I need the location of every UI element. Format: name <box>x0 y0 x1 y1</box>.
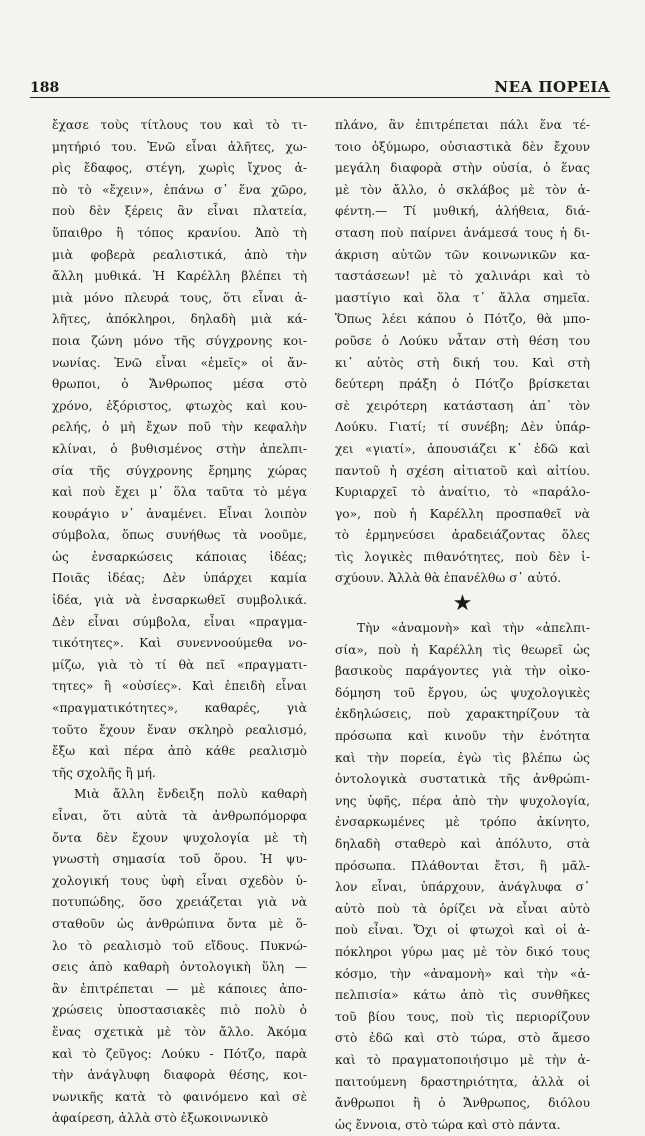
text-line: μιὰ φοβερὰ ρεαλιστικά, ἀπὸ τὴν <box>52 247 307 262</box>
text-line: μιὰ μόνο πλευρά τους, ὅτι εἶναι ἀ- <box>52 290 307 305</box>
text-line: λῆτες, ἀπόκληροι, δηλαδὴ μιὰ κά- <box>52 312 307 327</box>
text-line: κλίναι, ὁ βυθισμένος στὴν ἀπελπι- <box>52 441 307 456</box>
text-line: χρόνο, ἐξόριστος, φτωχὸς καὶ κου- <box>52 398 307 413</box>
text-line: τικότητες». Καὶ συνεννοούμεθα νο- <box>52 636 307 651</box>
text-line: ἄνθρωποι ἢ ὁ Ἄνθρωπος, διόλου <box>335 1096 590 1111</box>
text-line: ταστάσεων! μὲ τὸ χαλινάρι καὶ τὸ <box>335 269 590 284</box>
text-line: νωνικῆς κατὰ τὸ φαινόμενο καὶ σὲ <box>52 1089 307 1104</box>
text-line: τὸ ἑρμηνεύσει ἀραδειάζοντας ὅλες <box>335 528 590 543</box>
text-line: κι᾽ αὐτὸς στὴ δική του. Καὶ στὴ <box>335 355 590 370</box>
text-line: πελπισία» κάτω ἀπὸ τὶς συνθῆκες <box>335 988 590 1003</box>
text-line: πρόσωπα καὶ κινοῦν τὴν ἑνότητα <box>335 729 590 744</box>
text-line: άκριση αὐτῶν τῶν κοινωνικῶν κα- <box>335 247 590 262</box>
text-line: σία», ποὺ ἡ Καρέλλη τὶς θεωρεῖ ὡς <box>335 642 590 657</box>
text-line: ἔχασε τοὺς τίτλους του καὶ τὸ τι- <box>52 118 307 132</box>
text-line: σταση ποὺ παίρνει ἀνάμεσά τους ἡ δι- <box>335 225 590 240</box>
page-header <box>30 70 610 96</box>
text-line: ἕνας σχετικὰ μὲ τὸν ἄλλο. Ἀκόμα <box>52 1024 307 1039</box>
text-line: ποὺ δὲν ξέρεις ἂν εἶναι πλατεία, <box>52 204 307 219</box>
text-line: καὶ τὸ πραγματοποιήσιμο μὲ τὴν ἀ- <box>335 1052 590 1067</box>
text-line: ἂν ἐπιτρέπεται — μὲ κάποιες ἀπο- <box>52 981 307 996</box>
text-line: γνωστὴ σημασία τοῦ ὅρου. Ἡ ψυ- <box>52 852 307 867</box>
text-line: ἀφαίρεση, ἀλλὰ στὸ ἐξωκοινωνικὸ <box>52 1111 269 1126</box>
text-line: σύμβολα, ὅπως συνήθως τὰ νοοῦμε, <box>52 528 307 543</box>
text-line: Ὅπως λέει κάπου ὁ Πότζο, θὰ μπο- <box>335 312 590 327</box>
text-line: ὄντα δὲν ἔχουν ψυχολογία μὲ τὴ <box>52 830 307 845</box>
text-line: μεγάλη διαφορὰ στὴν οὐσία, ὁ ἕνας <box>335 161 590 176</box>
right-paragraph-2 <box>335 618 590 1136</box>
text-line: κουράγιο ν᾽ ἀναμένει. Εἶναι λοιπὸν <box>52 506 307 521</box>
text-line: σεις ἀπὸ καθαρὴ ὀντολογικὴ ὕλη — <box>52 960 307 975</box>
text-line: καὶ ποὺ ἔχει μ᾽ ὅλα ταῦτα τὸ μέγα <box>52 485 307 500</box>
text-line: χει «γιατί», ἀπουσιάζει κ᾽ ἐδῶ καὶ <box>335 441 590 456</box>
text-line: δηλαδὴ σταθερὸ καὶ ἀπόλυτο, στὰ <box>335 837 590 851</box>
text-line: τὴν ἀνάγλυφη διαφορὰ θέσης, κοι- <box>52 1068 307 1083</box>
text-line: σχύουν. Ἀλλὰ θὰ ἐπανέλθω σ᾽ αὐτό. <box>335 571 562 586</box>
text-line: ρὶς ἔδαφος, στέγη, χωρὶς ἴχνος ἀ- <box>52 161 307 176</box>
text-line: ὡς ἔννοια, στὸ τώρα καὶ στὸ πάντα. <box>335 1117 561 1132</box>
text-line: κόσμο, τὴν «ἀναμονὴ» καὶ τὴν «ἀ- <box>335 966 590 981</box>
text-line: τῆς σχολῆς ἢ μή. <box>52 765 156 780</box>
right-column <box>335 115 590 1136</box>
left-column <box>52 115 307 1130</box>
text-line: ἐκδηλώσεις, ποὺ χαρακτηρίζουν τὰ <box>335 707 590 722</box>
text-line: τοῦτο ἔχουν ἕναν σκληρὸ ρεαλισμό, <box>52 722 307 737</box>
text-line: Κυριαρχεῖ τὸ ἀναίτιο, τὸ «παράλο- <box>335 485 590 500</box>
running-title: ΝΕΑ ΠΟΡΕΙΑ <box>494 78 610 96</box>
text-line: αὐτὸ ποὺ τὰ ὁρίζει νὰ εἶναι αὐτὸ <box>335 901 590 916</box>
text-line: καὶ τὴν πορεία, ἐγὼ τὶς βλέπω ὡς <box>335 750 590 765</box>
left-paragraph-2 <box>52 784 307 1130</box>
text-line: φέντη.— Τί μυθική, ἀλήθεια, διά- <box>335 204 590 219</box>
text-line: στὸ ἐδῶ καὶ στὸ τώρα, στὸ ἄμεσο <box>335 1031 590 1046</box>
page-number: 188 <box>30 80 60 96</box>
text-line: Τὴν «ἀναμονὴ» καὶ τὴν «ἀπελπι- <box>357 621 590 636</box>
text-line: νωνίας. Ἐνῶ εἶναι «ἐμεῖς» οἱ ἄν- <box>52 355 307 370</box>
text-line: ὕπαιθρο ἢ τόπος κρανίου. Ἀπὸ τὴ <box>52 225 307 240</box>
text-line: ροῦσε ὁ Λούκυ νἆταν στὴ θέση του <box>335 333 590 348</box>
text-line: ρελής, ὁ μὴ ἔχων ποῦ τὴν κεφαλὴν <box>52 420 307 435</box>
text-line: πόκληροι γύρω μας μὲ τὸν δικό τους <box>335 944 590 959</box>
text-line: σταθοῦν ὡς ἀνθρώπινα ὄντα μὲ ὅ- <box>52 916 307 931</box>
star-ornament-icon: ★ <box>452 591 473 617</box>
text-line: σία τῆς σύγχρονης ἔρημης χώρας <box>52 463 307 478</box>
text-line: σὲ χειρότερη κατάσταση ἀπ᾽ τὸν <box>335 398 590 413</box>
text-line: ὀντολογικὰ συστατικὰ τῆς ἀνθρώπι- <box>335 772 590 787</box>
text-line: λον εἶναι, ὑπάρχουν, ἀνάγλυφα σ᾽ <box>335 880 590 895</box>
text-line: καὶ τὸ ζεῦγος: Λούκυ - Πότζο, παρὰ <box>52 1046 307 1061</box>
text-line: ποτυπώδης, ὅσο χρειάζεται γιὰ νὰ <box>52 895 307 910</box>
text-line: τοῦ βίου τους, ποὺ τὶς περιορίζουν <box>335 1009 590 1024</box>
text-line: χολογική τους ὑφὴ εἶναι σχεδὸν ὑ- <box>52 873 307 888</box>
text-line: πὸ τὸ «ἔχειν», ἐπάνω σ᾽ ἕνα χῶρο, <box>52 182 307 197</box>
left-paragraph-1 <box>52 115 307 784</box>
text-line: χρώσεις ὑποστασιακὲς πιὸ πολὺ ὁ <box>52 1003 307 1018</box>
text-line: «πραγματικότητες», καθαρές, γιὰ <box>52 701 307 716</box>
text-line: ἐνσαρκωμένες μὲ τρόπο ἀκίνητο, <box>335 815 590 830</box>
text-line: ποια ζώνη μόνο τῆς σύγχρονης κοι- <box>52 333 307 348</box>
text-line: ὡς ἐνσαρκώσεις κάποιας ἰδέας; <box>52 549 307 564</box>
text-line: δόμηση τοῦ ἔργου, ὡς ψυχολογικὲς <box>335 685 590 700</box>
text-line: ἰδέα, γιὰ νὰ ἐνσαρκωθεῖ συμβολικά. <box>52 593 307 608</box>
text-line: Λούκυ. Γιατί; τί συνέβη; Δὲν ὑπάρ- <box>335 420 590 435</box>
text-line: νης ὑφῆς, πέρα ἀπὸ τὴν ψυχολογία, <box>335 793 590 808</box>
header-rule <box>30 97 610 98</box>
text-line: μὲ τὸν ἄλλο, ὁ σκλάβος μὲ τὸν ἀ- <box>335 182 590 197</box>
text-line: θρωποι, ὁ Ἄνθρωπος μέσα στὸ <box>52 377 307 392</box>
text-line: Δὲν εἶναι σύμβολα, εἶναι «πραγμα- <box>52 614 307 629</box>
text-line: μητήριό του. Ἐνῶ εἶναι ἀλῆτες, χω- <box>52 139 307 154</box>
text-line: παντοῦ ἡ σχέση αἰτιατοῦ καὶ αἰτίου. <box>335 463 590 478</box>
text-line: βασικοὺς παράγοντες γιὰ τὴν οἰκο- <box>335 664 590 679</box>
text-line: δεύτερη πράξη ὁ Πότζο βρίσκεται <box>335 377 590 392</box>
text-line: Μιὰ ἄλλη ἔνδειξη πολὺ καθαρὴ <box>74 787 307 802</box>
text-line: Ποιᾶς ἰδέας; Δὲν ὑπάρχει καμία <box>52 571 307 586</box>
text-line: παιτούμενη δραστηριότητα, ἀλλὰ οἱ <box>335 1074 590 1089</box>
text-line: λο τὸ ρεαλισμὸ τοῦ εἴδους. Πυκνώ- <box>52 938 307 953</box>
text-line: μαστίγιο καὶ ὅλα τ᾽ ἄλλα σημεῖα. <box>335 290 590 305</box>
text-line: γο», ποὺ ἡ Καρέλλη προσπαθεῖ νὰ <box>335 506 590 521</box>
text-line: πρόσωπα. Πλάθονται ἔτσι, ἢ μᾶλ- <box>335 858 590 873</box>
text-line: τὶς λογικὲς πιθανότητες, ποὺ δὲν ἰ- <box>335 549 590 564</box>
text-line: ποὺ εἶναι. Ὄχι οἱ φτωχοὶ καὶ οἱ ἀ- <box>335 923 590 938</box>
text-line: ἔξω καὶ πέρα ἀπὸ κάθε ρεαλισμὸ <box>52 744 307 759</box>
right-paragraph-1 <box>335 115 590 590</box>
text-line: τητες» ἢ «οὐσίες». Καὶ ἐπειδὴ εἶναι <box>52 679 307 694</box>
text-line: εἶναι, ὅτι αὐτὰ τὰ ἀνθρωπόμορφα <box>52 809 307 823</box>
text-line: τοιο ὀξύμωρο, οὐσιαστικὰ δὲν ἔχουν <box>335 139 590 154</box>
text-line: μίζω, γιὰ τὸ τί θὰ πεῖ «πραγματι- <box>52 657 307 672</box>
text-line: πλάνο, ἂν ἐπιτρέπεται πάλι ἕνα τέ- <box>335 118 590 132</box>
text-line: ἄλλη μυθικά. Ἡ Καρέλλη βλέπει τὴ <box>52 269 307 284</box>
